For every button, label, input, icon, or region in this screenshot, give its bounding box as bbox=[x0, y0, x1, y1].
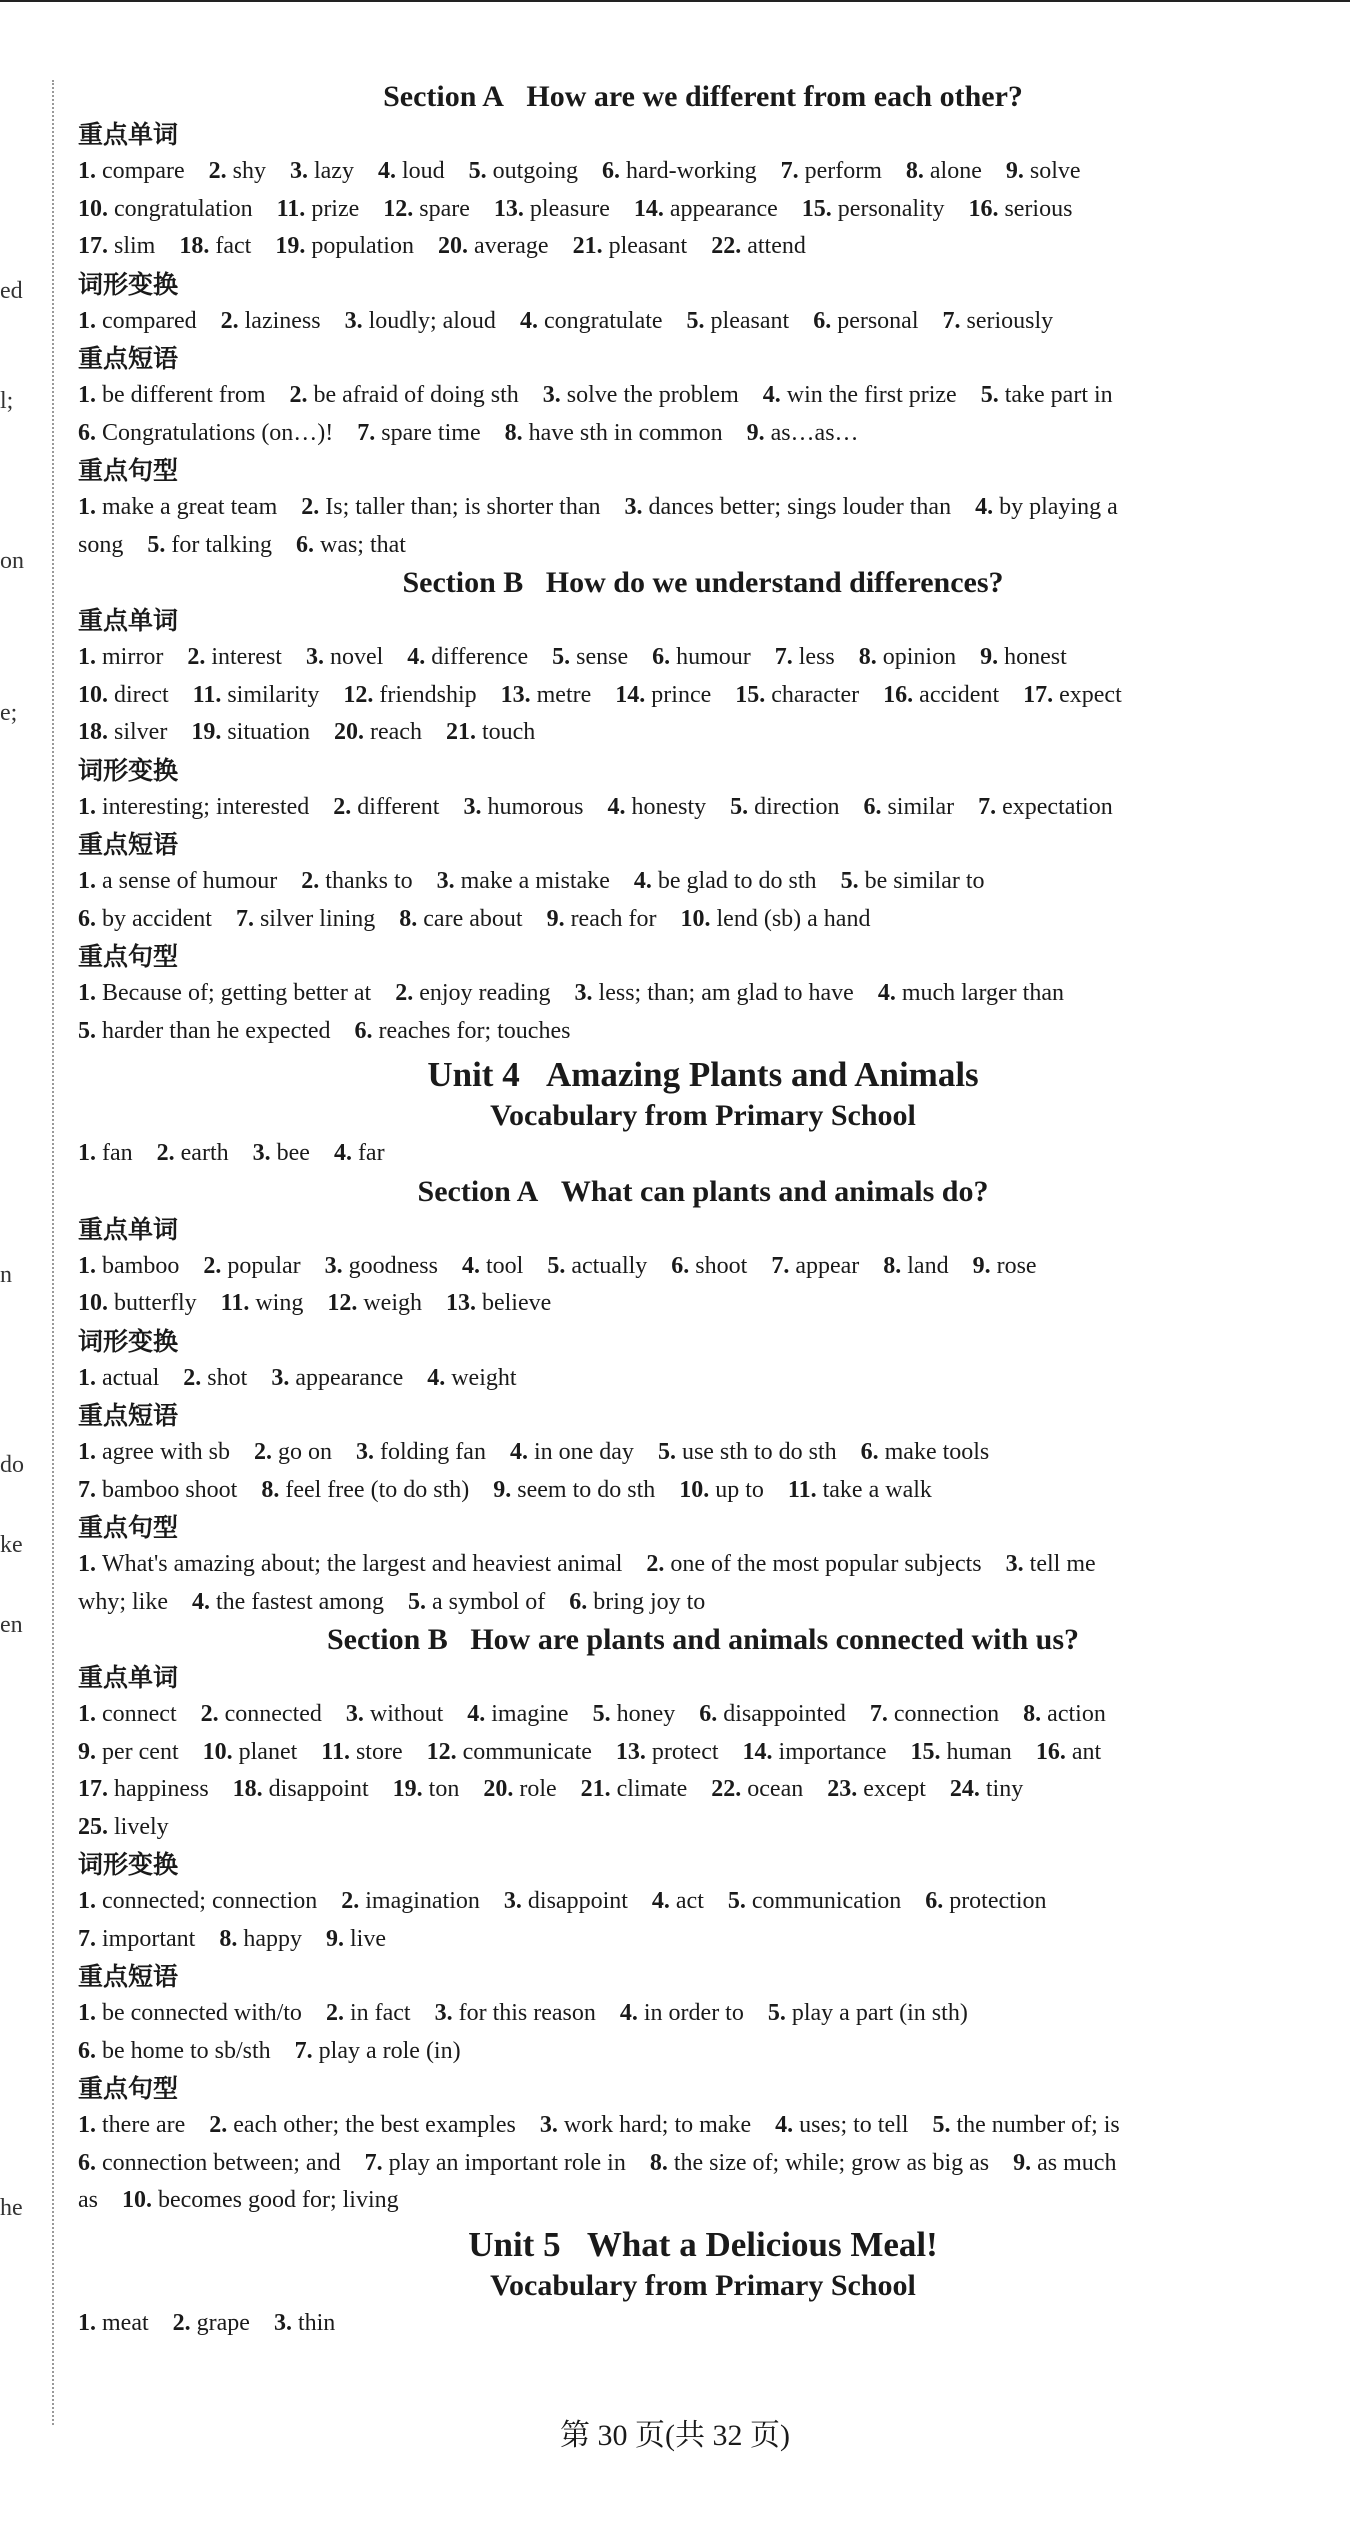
answer-item: 19. ton bbox=[392, 1776, 460, 1802]
answer-item: 3. without bbox=[345, 1701, 444, 1727]
answer-item: 10. planet bbox=[202, 1738, 298, 1765]
answer-item: 1. connect bbox=[78, 1701, 177, 1727]
category-label: 重点句型 bbox=[78, 456, 179, 485]
category-label: 重点短语 bbox=[78, 344, 179, 373]
answer-item: 9. solve bbox=[1005, 158, 1081, 184]
answer-line bbox=[78, 1013, 1328, 1051]
answer-item: 9. reach for bbox=[546, 905, 657, 932]
answer-item: 12. communicate bbox=[426, 1738, 592, 1765]
answer-item: 15. character bbox=[735, 681, 860, 708]
answer-item: 3. for this reason bbox=[434, 2000, 596, 2026]
binding-dotted-line bbox=[52, 80, 54, 2425]
answer-item: 6. reaches for; touches bbox=[354, 1017, 571, 1044]
answer-item: 2. different bbox=[333, 793, 440, 820]
answer-item: 21. pleasant bbox=[572, 233, 688, 259]
answer-item: 1. mirror bbox=[78, 644, 164, 670]
answer-item: 20. reach bbox=[334, 719, 422, 745]
answer-line bbox=[78, 527, 1328, 565]
answer-line bbox=[78, 789, 1328, 827]
answer-item: 20. average bbox=[437, 233, 549, 259]
answer-item: 11. store bbox=[321, 1738, 403, 1765]
answer-item: 14. importance bbox=[742, 1738, 887, 1765]
answer-item: 2. go on bbox=[253, 1439, 332, 1465]
unit-heading: Unit 5 What a Delicious Meal! bbox=[468, 2224, 938, 2264]
answer-item: 3. folding fan bbox=[355, 1439, 486, 1465]
answer-item: 21. touch bbox=[445, 719, 536, 745]
answer-item: 2. laziness bbox=[220, 307, 321, 334]
answer-item: 4. honesty bbox=[607, 793, 707, 820]
answer-item: 4. in one day bbox=[509, 1439, 634, 1465]
answer-line bbox=[78, 639, 1328, 677]
answer-item: 6. humour bbox=[652, 644, 751, 670]
answer-item: 3. appearance bbox=[271, 1364, 404, 1391]
answer-item: 3. solve the problem bbox=[542, 382, 739, 408]
answer-item: 3. goodness bbox=[324, 1252, 438, 1279]
answer-item: 6. Congratulations (on…)! bbox=[78, 419, 334, 446]
answer-item: 7. appear bbox=[771, 1252, 860, 1279]
answer-item: 12. friendship bbox=[343, 681, 477, 708]
answer-item: 5. play a part (in sth) bbox=[767, 2000, 968, 2026]
margin-fragment: l; bbox=[0, 388, 14, 414]
margin-fragment: do bbox=[0, 1452, 24, 1478]
answer-item: 5. direction bbox=[730, 793, 840, 820]
answer-line bbox=[78, 1248, 1328, 1286]
answer-item: 3. novel bbox=[305, 644, 384, 670]
answer-line bbox=[78, 489, 1328, 527]
category-label: 词形变换 bbox=[78, 1326, 179, 1356]
answer-item: 4. win the first prize bbox=[762, 382, 957, 408]
answer-item: 16. accident bbox=[883, 681, 1000, 708]
answer-line bbox=[78, 1995, 1328, 2033]
answer-item: 3. tell me bbox=[1005, 1551, 1096, 1577]
answer-line bbox=[78, 2107, 1328, 2145]
answer-item: 8. happy bbox=[219, 1925, 302, 1952]
answer-item: 3. loudly; aloud bbox=[344, 307, 496, 334]
answer-item: 24. tiny bbox=[949, 1776, 1024, 1802]
answer-item: 3. dances better; sings louder than bbox=[624, 494, 952, 520]
answer-item: 12. weigh bbox=[327, 1290, 422, 1316]
answer-item: why; like bbox=[78, 1588, 168, 1615]
answer-item: 4. congratulate bbox=[519, 307, 663, 334]
answer-item: 6. was; that bbox=[295, 531, 406, 558]
answer-item: 2. be afraid of doing sth bbox=[289, 382, 519, 408]
answer-item: 6. shoot bbox=[671, 1252, 748, 1279]
answer-line bbox=[78, 1809, 1328, 1847]
answer-item: 20. role bbox=[483, 1776, 557, 1802]
margin-fragment: ed bbox=[0, 278, 23, 304]
answer-item: 4. weight bbox=[427, 1364, 517, 1391]
answer-item: 4. tool bbox=[461, 1252, 524, 1279]
answer-line bbox=[78, 677, 1328, 715]
answer-item: 2. popular bbox=[203, 1252, 301, 1279]
answer-item: 16. ant bbox=[1035, 1738, 1102, 1765]
category-label: 重点单词 bbox=[78, 606, 179, 635]
answer-item: 5. honey bbox=[592, 1701, 676, 1727]
answer-item: 22. attend bbox=[711, 233, 806, 259]
answer-item: 3. work hard; to make bbox=[539, 2112, 752, 2138]
answer-item: 14. appearance bbox=[633, 195, 778, 222]
category-label: 重点单词 bbox=[78, 120, 179, 149]
answer-line bbox=[78, 1285, 1328, 1323]
answer-line bbox=[78, 1472, 1328, 1510]
answer-line bbox=[78, 2145, 1328, 2183]
answer-item: 4. be glad to do sth bbox=[633, 868, 817, 894]
answer-item: 3. less; than; am glad to have bbox=[574, 980, 854, 1006]
answer-item: 7. bamboo shoot bbox=[78, 1476, 238, 1503]
answer-item: 5. sense bbox=[552, 644, 629, 670]
answer-item: 7. important bbox=[78, 1925, 196, 1952]
answer-item: 1. a sense of humour bbox=[78, 868, 278, 894]
answer-item: 11. similarity bbox=[192, 681, 320, 708]
answer-item: 2. shy bbox=[208, 158, 266, 184]
answer-item: 2. earth bbox=[156, 1140, 229, 1166]
category-label: 重点短语 bbox=[78, 830, 179, 859]
answer-item: 18. disappoint bbox=[232, 1776, 369, 1802]
category-label: 词形变换 bbox=[78, 755, 179, 785]
answer-item: 4. the fastest among bbox=[192, 1588, 384, 1615]
answer-item: 7. connection bbox=[869, 1701, 1000, 1727]
answer-item: 10. lend (sb) a hand bbox=[680, 905, 871, 932]
answer-item: 11. prize bbox=[276, 195, 360, 222]
answer-item: 3. bee bbox=[252, 1140, 310, 1166]
answer-item: 5. use sth to do sth bbox=[657, 1439, 837, 1465]
answer-line bbox=[78, 1921, 1328, 1959]
answer-item: 22. ocean bbox=[711, 1776, 804, 1802]
answer-item: 3. thin bbox=[273, 2309, 336, 2336]
answer-item: 19. situation bbox=[191, 719, 310, 745]
answer-item: 15. human bbox=[910, 1738, 1012, 1765]
answer-item: 9. as much bbox=[1013, 2149, 1117, 2176]
answer-item: 4. difference bbox=[407, 644, 529, 670]
answer-item: 2. in fact bbox=[325, 2000, 411, 2026]
answer-item: 6. personal bbox=[813, 307, 919, 334]
answer-item: 4. far bbox=[333, 1140, 385, 1166]
answer-line bbox=[78, 975, 1328, 1013]
answer-item: 4. by playing a bbox=[975, 494, 1118, 520]
answer-item: 9. as…as… bbox=[746, 419, 859, 446]
answer-item: 14. prince bbox=[615, 681, 712, 708]
answer-item: 2. thanks to bbox=[301, 868, 413, 894]
answer-item: 6. connection between; and bbox=[78, 2149, 341, 2176]
answer-item: 5. actually bbox=[547, 1252, 648, 1279]
category-label: 重点单词 bbox=[78, 1214, 179, 1244]
answer-line bbox=[78, 714, 1328, 752]
category-label: 重点句型 bbox=[78, 1513, 179, 1542]
answer-line bbox=[78, 153, 1328, 191]
margin-fragment: n bbox=[0, 1262, 12, 1288]
answer-line bbox=[78, 2182, 1328, 2220]
margin-fragment: he bbox=[0, 2195, 23, 2221]
answer-item: 3. lazy bbox=[289, 158, 354, 184]
answer-item: 1. there are bbox=[78, 2112, 186, 2138]
answer-item: 25. lively bbox=[78, 1813, 169, 1840]
answer-item: 1. be connected with/to bbox=[78, 2000, 302, 2026]
answer-item: 6. by accident bbox=[78, 905, 212, 932]
answer-item: 13. metre bbox=[500, 681, 592, 708]
answer-item: 2. interest bbox=[187, 644, 282, 670]
answer-item: 5. pleasant bbox=[686, 307, 790, 334]
answer-item: 1. connected; connection bbox=[78, 1888, 318, 1914]
answer-line bbox=[78, 2305, 1328, 2343]
answer-item: 18. fact bbox=[179, 233, 252, 259]
answer-line bbox=[78, 303, 1328, 341]
answer-line bbox=[78, 377, 1328, 415]
answer-item: 5. the number of; is bbox=[932, 2112, 1120, 2138]
answer-item: 10. becomes good for; living bbox=[122, 2187, 399, 2213]
category-label: 词形变换 bbox=[78, 1850, 179, 1879]
answer-item: 2. imagination bbox=[341, 1888, 480, 1914]
answer-item: 5. outgoing bbox=[468, 158, 578, 184]
top-rule bbox=[0, 0, 1350, 2]
answer-item: 8. land bbox=[883, 1252, 949, 1279]
answer-item: 1. actual bbox=[78, 1364, 160, 1391]
answer-item: 17. expect bbox=[1023, 681, 1122, 708]
answer-item: 9. live bbox=[325, 1925, 386, 1952]
answer-item: 19. population bbox=[275, 233, 414, 259]
answer-item: 3. make a mistake bbox=[436, 868, 610, 894]
answer-line bbox=[78, 901, 1328, 939]
answer-item: 2. one of the most popular subjects bbox=[646, 1551, 982, 1577]
category-label: 重点短语 bbox=[78, 1401, 179, 1430]
answer-item: 2. enjoy reading bbox=[395, 980, 551, 1006]
answer-item: 1. fan bbox=[78, 1140, 133, 1166]
answer-item: 5. a symbol of bbox=[407, 1588, 546, 1615]
answer-item: 7. perform bbox=[780, 158, 882, 184]
section-heading: Section A What can plants and animals do? bbox=[417, 1174, 989, 1208]
answer-item: 7. seriously bbox=[942, 307, 1054, 334]
answer-item: 10. up to bbox=[679, 1476, 764, 1503]
answer-line bbox=[78, 2033, 1328, 2071]
answer-line bbox=[78, 1546, 1328, 1584]
category-label: 重点句型 bbox=[78, 942, 179, 971]
answer-item: 4. in order to bbox=[619, 2000, 744, 2026]
answer-item: 8. opinion bbox=[858, 644, 957, 670]
answer-item: 9. rose bbox=[972, 1252, 1037, 1279]
margin-fragment: on bbox=[0, 548, 24, 574]
answer-item: 11. take a walk bbox=[787, 1476, 932, 1503]
answer-item: 11. wing bbox=[220, 1290, 304, 1316]
answer-item: 9. per cent bbox=[78, 1738, 179, 1765]
answer-key-content bbox=[78, 78, 1328, 2342]
answer-line bbox=[78, 191, 1328, 229]
answer-item: 16. serious bbox=[968, 195, 1073, 222]
answer-item: 9. honest bbox=[980, 644, 1067, 670]
answer-item: 8. have sth in common bbox=[504, 419, 723, 446]
answer-item: 5. harder than he expected bbox=[78, 1017, 331, 1044]
answer-item: 5. communication bbox=[727, 1888, 902, 1914]
answer-line bbox=[78, 1696, 1328, 1734]
answer-line bbox=[78, 1434, 1328, 1472]
answer-item: 1. compare bbox=[78, 158, 185, 184]
answer-item: 2. Is; taller than; is shorter than bbox=[301, 494, 601, 520]
margin-fragment: ke bbox=[0, 1532, 23, 1558]
answer-item: 13. believe bbox=[445, 1290, 552, 1316]
answer-item: 1. interesting; interested bbox=[78, 793, 310, 820]
answer-line bbox=[78, 1883, 1328, 1921]
answer-item: 8. care about bbox=[399, 905, 523, 932]
answer-item: 23. except bbox=[827, 1776, 926, 1802]
answer-item: 15. personality bbox=[801, 195, 945, 222]
answer-item: 21. climate bbox=[580, 1776, 688, 1802]
category-label: 重点单词 bbox=[78, 1663, 179, 1692]
answer-item: 7. expectation bbox=[978, 793, 1113, 820]
answer-line bbox=[78, 1360, 1328, 1398]
answer-item: 6. disappointed bbox=[699, 1701, 846, 1727]
section-heading: Section B How are plants and animals connected with us? bbox=[326, 1623, 1080, 1656]
answer-line bbox=[78, 1734, 1328, 1772]
answer-item: 5. take part in bbox=[980, 382, 1113, 408]
answer-item: 2. grape bbox=[172, 2309, 250, 2336]
answer-item: 8. feel free (to do sth) bbox=[261, 1476, 470, 1503]
answer-item: 2. shot bbox=[183, 1364, 248, 1391]
answer-item: 1. Because of; getting better at bbox=[78, 980, 372, 1006]
answer-item: 7. play a role (in) bbox=[294, 2037, 461, 2064]
answer-item: 10. direct bbox=[78, 681, 169, 708]
answer-item: 1. compared bbox=[78, 307, 197, 334]
answer-item: 7. less bbox=[774, 644, 835, 670]
answer-line bbox=[78, 1771, 1328, 1809]
answer-item: 17. slim bbox=[78, 233, 156, 259]
vocabulary-heading: Vocabulary from Primary School bbox=[490, 1099, 916, 1132]
answer-item: 18. silver bbox=[78, 719, 168, 745]
category-label: 重点句型 bbox=[78, 2074, 179, 2103]
answer-item: 1. meat bbox=[78, 2309, 149, 2336]
answer-line bbox=[78, 228, 1328, 266]
section-heading: Section B How do we understand differences? bbox=[402, 566, 1004, 599]
answer-item: 5. be similar to bbox=[840, 868, 985, 894]
margin-fragment: e; bbox=[0, 700, 18, 726]
answer-item: 8. alone bbox=[905, 158, 982, 184]
category-label: 词形变换 bbox=[78, 269, 179, 299]
section-heading: Section A How are we different from each other? bbox=[383, 80, 1023, 113]
answer-item: 10. congratulation bbox=[78, 195, 253, 222]
answer-item: 6. hard-working bbox=[601, 158, 757, 184]
vocabulary-heading: Vocabulary from Primary School bbox=[490, 2268, 916, 2302]
page-footer: 第 30 页(共 32 页) bbox=[560, 2419, 790, 2452]
answer-item: 13. protect bbox=[615, 1738, 719, 1765]
margin-fragment: en bbox=[0, 1612, 23, 1638]
answer-item: 10. butterfly bbox=[78, 1290, 197, 1316]
answer-item: 7. play an important role in bbox=[364, 2149, 626, 2176]
answer-item: 13. pleasure bbox=[493, 195, 610, 222]
category-label: 重点短语 bbox=[78, 1962, 179, 1991]
answer-item: 8. the size of; while; grow as big as bbox=[649, 2149, 990, 2176]
answer-item: 5. for talking bbox=[147, 531, 272, 558]
answer-item: 8. action bbox=[1023, 1701, 1106, 1727]
answer-item: 6. bring joy to bbox=[569, 1588, 706, 1615]
answer-item: 1. be different from bbox=[78, 382, 266, 408]
answer-item: 3. disappoint bbox=[503, 1888, 628, 1914]
answer-item: 1. agree with sb bbox=[78, 1439, 230, 1465]
answer-line bbox=[78, 863, 1328, 901]
answer-item: 7. silver lining bbox=[235, 905, 376, 932]
answer-item: 6. similar bbox=[863, 793, 955, 820]
answer-item: 7. spare time bbox=[357, 419, 481, 446]
answer-line bbox=[78, 1135, 1328, 1173]
answer-item: 2. connected bbox=[200, 1701, 322, 1727]
answer-item: 1. make a great team bbox=[78, 494, 278, 520]
answer-item: 17. happiness bbox=[78, 1776, 209, 1802]
answer-item: 4. act bbox=[651, 1888, 704, 1914]
answer-item: 4. much larger than bbox=[877, 980, 1064, 1006]
answer-item: as bbox=[78, 2187, 98, 2213]
unit-heading: Unit 4 Amazing Plants and Animals bbox=[427, 1055, 979, 1094]
answer-line bbox=[78, 1584, 1328, 1622]
answer-item: 4. imagine bbox=[467, 1701, 569, 1727]
answer-item: 1. What's amazing about; the largest and heaviest animal bbox=[78, 1551, 623, 1577]
answer-item: 6. be home to sb/sth bbox=[78, 2037, 271, 2064]
answer-item: 6. make tools bbox=[860, 1439, 990, 1465]
answer-item: 4. uses; to tell bbox=[775, 2112, 909, 2138]
answer-item: 1. bamboo bbox=[78, 1252, 180, 1279]
answer-item: 9. seem to do sth bbox=[493, 1476, 656, 1503]
answer-item: song bbox=[78, 531, 124, 558]
answer-item: 4. loud bbox=[377, 158, 445, 184]
answer-line bbox=[78, 415, 1328, 453]
answer-item: 3. humorous bbox=[463, 793, 584, 820]
answer-item: 6. protection bbox=[925, 1888, 1047, 1914]
answer-item: 2. each other; the best examples bbox=[209, 2112, 516, 2138]
answer-item: 12. spare bbox=[383, 195, 470, 222]
